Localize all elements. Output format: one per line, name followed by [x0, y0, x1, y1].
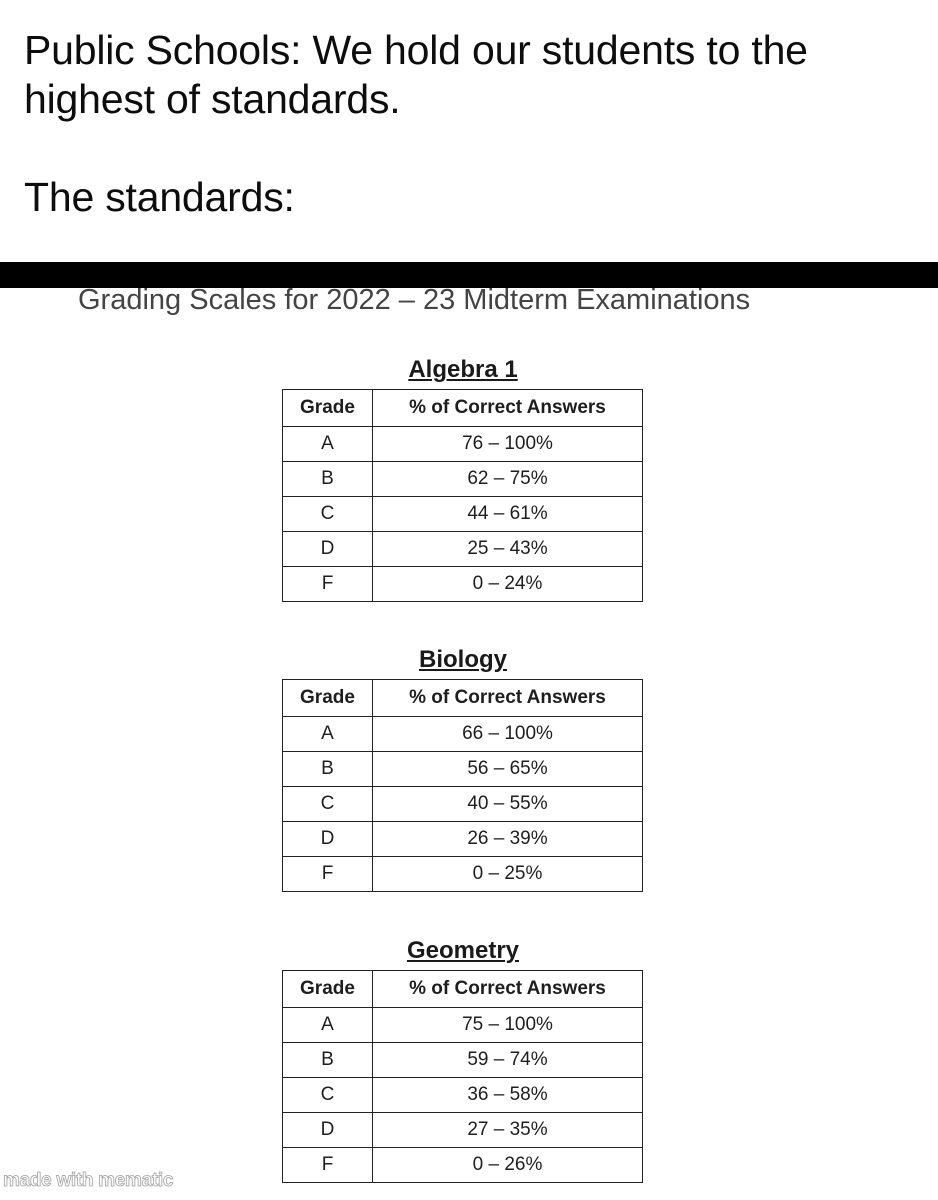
range-cell: 44 – 61%	[373, 497, 643, 532]
table-row	[283, 787, 643, 822]
table-header-row	[283, 971, 643, 1008]
grading-table-geometry	[282, 970, 643, 1183]
meme-caption	[24, 26, 924, 223]
table-row	[283, 1043, 643, 1078]
range-cell: 25 – 43%	[373, 532, 643, 567]
header-grade: Grade	[283, 390, 373, 427]
grade-cell: C	[283, 1078, 373, 1113]
range-cell: 27 – 35%	[373, 1113, 643, 1148]
table-title-biology: Biology	[419, 646, 507, 673]
table-row	[283, 427, 643, 462]
table-header-row	[283, 680, 643, 717]
header-percent: % of Correct Answers	[373, 390, 643, 427]
table-title-algebra: Algebra 1	[408, 356, 518, 383]
range-cell: 40 – 55%	[373, 787, 643, 822]
range-cell: 0 – 26%	[373, 1148, 643, 1183]
table-header-row	[283, 390, 643, 427]
table-row	[283, 497, 643, 532]
grade-cell: D	[283, 1113, 373, 1148]
table-row	[283, 857, 643, 892]
grading-table-biology	[282, 679, 643, 892]
range-cell: 0 – 25%	[373, 857, 643, 892]
caption-line-2: highest of standards.	[24, 76, 401, 123]
grading-table-algebra	[282, 389, 643, 602]
grade-cell: A	[283, 1008, 373, 1043]
table-row	[283, 567, 643, 602]
grade-cell: F	[283, 857, 373, 892]
header-percent: % of Correct Answers	[373, 680, 643, 717]
range-cell: 75 – 100%	[373, 1008, 643, 1043]
table-row	[283, 717, 643, 752]
table-row	[283, 462, 643, 497]
table-row	[283, 1113, 643, 1148]
header-percent: % of Correct Answers	[373, 971, 643, 1008]
range-cell: 59 – 74%	[373, 1043, 643, 1078]
table-row	[283, 1008, 643, 1043]
grade-cell: D	[283, 532, 373, 567]
grade-cell: A	[283, 717, 373, 752]
grade-cell: A	[283, 427, 373, 462]
caption-line-3: The standards:	[24, 174, 295, 221]
range-cell: 66 – 100%	[373, 717, 643, 752]
table-row	[283, 1148, 643, 1183]
grade-cell: F	[283, 567, 373, 602]
header-grade: Grade	[283, 680, 373, 717]
grade-cell: D	[283, 822, 373, 857]
table-row	[283, 752, 643, 787]
mematic-watermark: made with mematic	[3, 1170, 174, 1191]
range-cell: 36 – 58%	[373, 1078, 643, 1113]
caption-line-1: Public Schools: We hold our students to the	[24, 27, 808, 73]
table-row	[283, 532, 643, 567]
range-cell: 0 – 24%	[373, 567, 643, 602]
grade-cell: C	[283, 497, 373, 532]
grade-cell: B	[283, 1043, 373, 1078]
caption-gap	[24, 124, 924, 173]
range-cell: 62 – 75%	[373, 462, 643, 497]
table-row	[283, 1078, 643, 1113]
document-title: Grading Scales for 2022 – 23 Midterm Examinations	[78, 284, 751, 316]
range-cell: 76 – 100%	[373, 427, 643, 462]
table-title-geometry: Geometry	[406, 937, 520, 964]
range-cell: 26 – 39%	[373, 822, 643, 857]
header-grade: Grade	[283, 971, 373, 1008]
grade-cell: C	[283, 787, 373, 822]
grade-cell: F	[283, 1148, 373, 1183]
grade-cell: B	[283, 752, 373, 787]
grade-cell: B	[283, 462, 373, 497]
range-cell: 56 – 65%	[373, 752, 643, 787]
table-row	[283, 822, 643, 857]
